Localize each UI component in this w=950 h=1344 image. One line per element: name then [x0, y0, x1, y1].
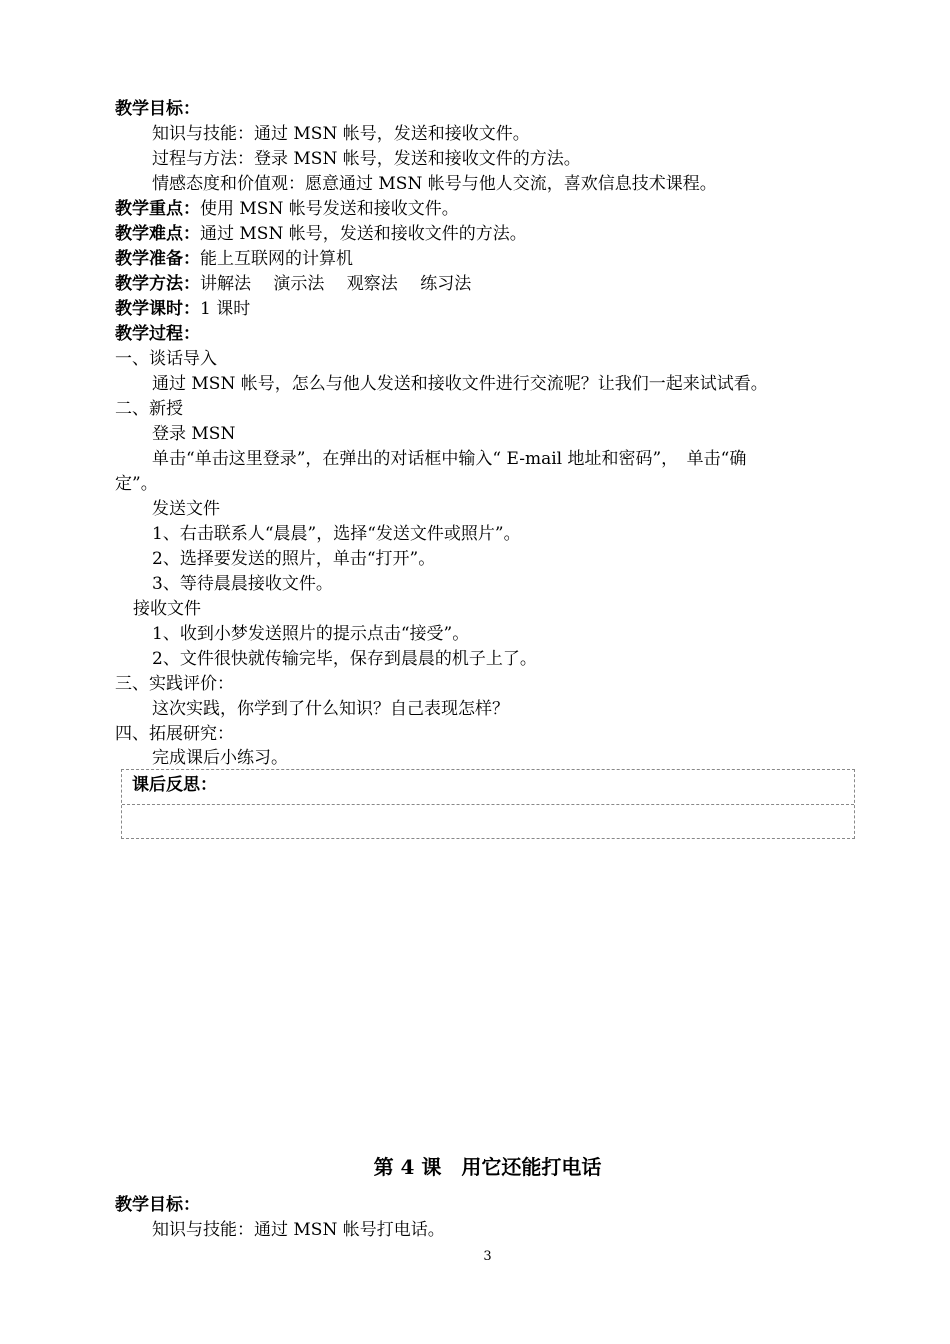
send-heading: 发送文件 — [152, 499, 220, 519]
page-number: 3 — [483, 1249, 492, 1264]
preparation — [115, 247, 353, 272]
login-text-1: 单击“单击这里登录”，在弹出的对话框中输入“ E-mail 地址和密码”， 单击“确 — [152, 449, 747, 469]
process-heading: 教学过程： — [115, 324, 200, 344]
practice-heading: 三、实践评价： — [115, 674, 234, 694]
hours-text: 1 课时 — [200, 299, 251, 319]
key-text: 使用 MSN 帐号发送和接收文件。 — [200, 199, 459, 219]
class-hours — [115, 297, 250, 322]
practice-text: 这次实践，你学到了什么知识？自己表现怎样？ — [152, 699, 509, 719]
lesson-4-title: 第 4 课 用它还能打电话 — [373, 1155, 602, 1179]
receive-heading: 接收文件 — [133, 599, 201, 619]
extend-text: 完成课后小练习。 — [152, 748, 288, 768]
prep-text: 能上互联网的计算机 — [200, 249, 353, 269]
reflection-label: 课后反思： — [132, 775, 217, 795]
receive-step-2: 2、文件很快就传输完毕，保存到晨晨的机子上了。 — [152, 649, 537, 669]
objective-knowledge: 知识与技能：通过 MSN 帐号，发送和接收文件。 — [152, 124, 530, 144]
difficulty-label: 教学难点： — [115, 224, 200, 244]
send-step-2: 2、选择要发送的照片，单击“打开”。 — [152, 549, 436, 569]
method-label: 教学方法： — [115, 274, 200, 294]
reflection-divider — [122, 804, 854, 805]
difficulty-point — [115, 222, 527, 247]
objectives-heading: 教学目标： — [115, 99, 200, 119]
send-step-1: 1、右击联系人“晨晨”，选择“发送文件或照片”。 — [152, 524, 521, 544]
new-heading: 二、新授 — [115, 399, 183, 419]
login-heading: 登录 MSN — [152, 424, 236, 444]
objective-process: 过程与方法：登录 MSN 帐号，发送和接收文件的方法。 — [152, 149, 581, 169]
extend-heading: 四、拓展研究： — [115, 724, 234, 744]
prep-label: 教学准备： — [115, 249, 200, 269]
key-point — [115, 197, 459, 222]
objective-attitude: 情感态度和价值观：愿意通过 MSN 帐号与他人交流，喜欢信息技术课程。 — [152, 174, 717, 194]
difficulty-text: 通过 MSN 帐号，发送和接收文件的方法。 — [200, 224, 527, 244]
receive-step-1: 1、收到小梦发送照片的提示点击“接受”。 — [152, 624, 470, 644]
key-label: 教学重点： — [115, 199, 200, 219]
send-step-3: 3、等待晨晨接收文件。 — [152, 574, 333, 594]
teaching-method — [115, 272, 471, 297]
intro-text: 通过 MSN 帐号，怎么与他人发送和接收文件进行交流呢？让我们一起来试试看。 — [152, 374, 768, 394]
intro-heading: 一、谈话导入 — [115, 349, 217, 369]
reflection-box — [121, 769, 855, 839]
lesson-4-objective-knowledge: 知识与技能：通过 MSN 帐号打电话。 — [152, 1220, 445, 1240]
lesson-4-objectives-heading: 教学目标： — [115, 1195, 200, 1215]
login-text-2: 定”。 — [115, 474, 158, 494]
method-text: 讲解法 演示法 观察法 练习法 — [200, 274, 472, 294]
hours-label: 教学课时： — [115, 299, 200, 319]
